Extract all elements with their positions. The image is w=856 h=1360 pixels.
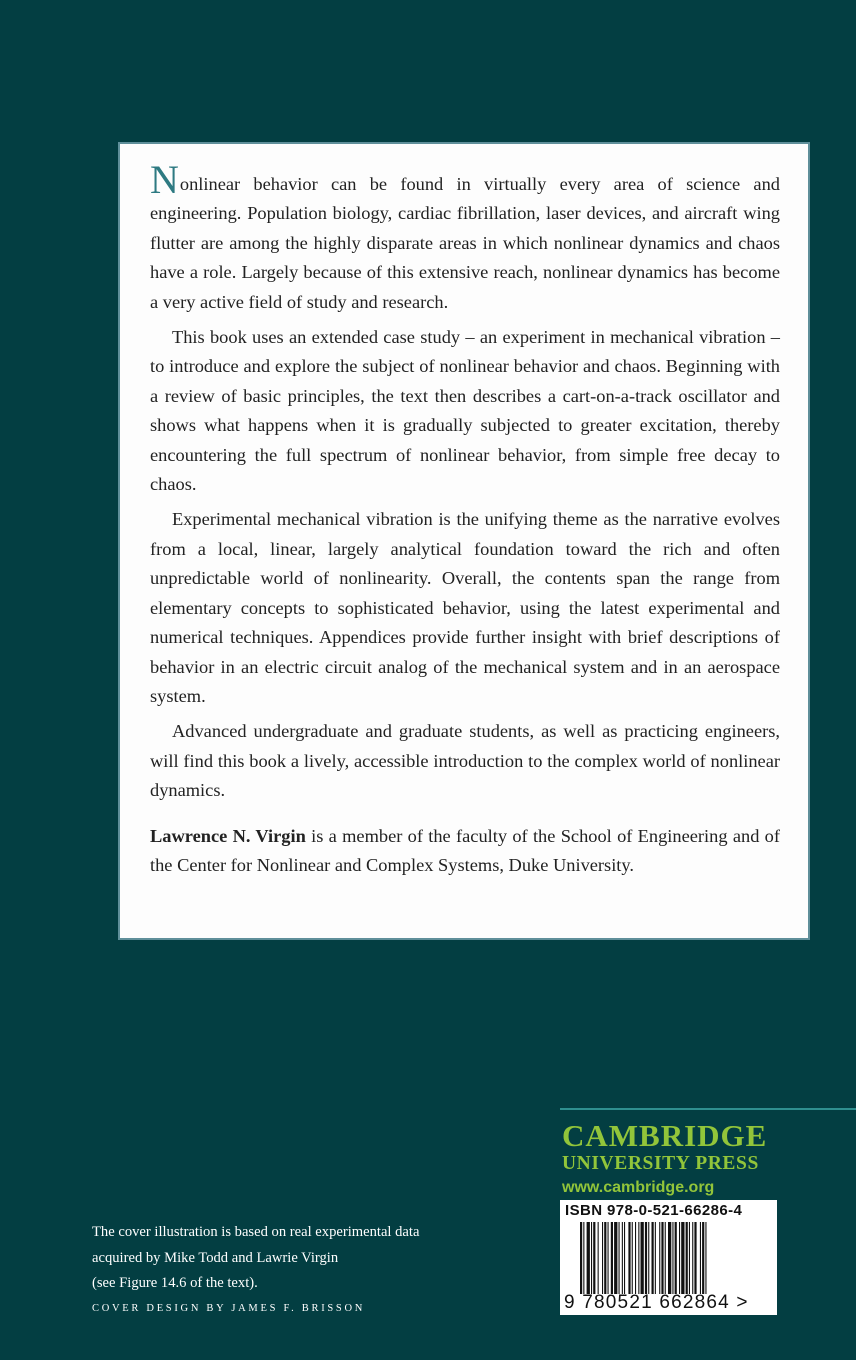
illustration-credit-line-3: (see Figure 14.6 of the text). xyxy=(92,1275,258,1291)
barcode-bar xyxy=(694,1222,696,1294)
blurb-paragraph-4: Advanced undergraduate and graduate students, as well as practicing engineers, will find this book a lively, accessible introduction to the complex world of nonlinear dynamics. xyxy=(150,721,780,801)
barcode-bar xyxy=(659,1222,660,1294)
barcode-bar xyxy=(583,1222,584,1294)
barcode-bar xyxy=(665,1222,666,1294)
barcode-bar xyxy=(622,1222,623,1294)
author-bio-text: is a member of the faculty of the School of Engineering and of the Center for Nonlinear and Complex Systems, Duke University. xyxy=(150,825,780,875)
cover-design-credit: COVER DESIGN BY JAMES F. BRISSON xyxy=(92,1303,366,1314)
barcode-bar xyxy=(668,1222,671,1294)
barcode-bar xyxy=(624,1222,625,1294)
isbn-text: ISBN 978-0-521-66286-4 xyxy=(565,1202,743,1219)
publisher-name: CAMBRIDGE xyxy=(562,1118,768,1153)
blurb-paragraph-1 xyxy=(150,157,780,317)
isbn-barcode xyxy=(560,1200,777,1315)
drop-cap: N xyxy=(150,157,179,202)
blurb-paragraph-3: Experimental mechanical vibration is the unifying theme as the narrative evolves from a local, linear, largely analytical foundation toward the rich and often unpredictable world of nonlinearity. Overall, the contents span the range from elementary concepts to sophisticated behavior, using the latest experimental and numerical techniques. Appendices provide further insight with brief descriptions of behavior in an electric circuit analog of the mechanical system and in an aerospace system. xyxy=(150,509,780,706)
barcode-bar xyxy=(652,1222,654,1294)
barcode-bar xyxy=(608,1222,609,1294)
barcode-bar xyxy=(602,1222,603,1294)
barcode-bar xyxy=(580,1222,582,1294)
barcode-bar xyxy=(611,1222,613,1294)
barcode-bar xyxy=(686,1222,688,1294)
barcode-bar xyxy=(675,1222,677,1294)
barcode-bar xyxy=(587,1222,590,1294)
blurb-paragraph-2: This book uses an extended case study – an experiment in mechanical vibration – to introduce and explore the subject of nonlinear behavior and chaos. Beginning with a review of basic principles, the text then describes a cart-on-a-track oscillator and shows what happens when it is gradually subjected to greater excitation, thereby encountering the full spectrum of nonlinear behavior, from simple free decay to chaos. xyxy=(150,327,780,495)
barcode-bar xyxy=(705,1222,706,1294)
blurb-paragraph-1-text: onlinear behavior can be found in virtually every area of science and engineering. Population biology, cardiac fibrillation, laser devices, and aircraft wing flutter are among the highly disparate areas in which nonlinear dynamics and chaos have a role. Largely because of this extensive reach, nonlinear dynamics has become a very active field of study and research. xyxy=(150,174,780,312)
blurb-panel xyxy=(118,142,810,940)
barcode-bar xyxy=(689,1222,690,1294)
barcode-bar xyxy=(648,1222,649,1294)
illustration-credit xyxy=(92,1220,472,1297)
author-bio xyxy=(150,822,780,881)
barcode-bar xyxy=(655,1222,656,1294)
barcode-bar xyxy=(628,1222,630,1294)
publisher-website[interactable]: www.cambridge.org xyxy=(562,1179,715,1196)
barcode-bar xyxy=(614,1222,617,1294)
barcode-bars xyxy=(580,1222,770,1294)
barcode-bar xyxy=(604,1222,606,1294)
barcode-bar xyxy=(661,1222,663,1294)
barcode-bar xyxy=(672,1222,673,1294)
barcode-bar xyxy=(598,1222,599,1294)
barcode-bar xyxy=(641,1222,644,1294)
barcode-bar xyxy=(692,1222,693,1294)
barcode-bar xyxy=(638,1222,639,1294)
barcode-bar xyxy=(645,1222,647,1294)
barcode-bar xyxy=(700,1222,701,1294)
barcode-bar xyxy=(635,1222,636,1294)
author-name: Lawrence N. Virgin xyxy=(150,825,306,846)
barcode-bar xyxy=(679,1222,680,1294)
publisher-logo xyxy=(560,1108,856,1197)
illustration-credit-line-1: The cover illustration is based on real experimental data xyxy=(92,1224,420,1240)
illustration-credit-line-2: acquired by Mike Todd and Lawrie Virgin xyxy=(92,1249,339,1266)
barcode-digits: 9 780521 662864 > xyxy=(564,1292,749,1313)
barcode-bar xyxy=(681,1222,684,1294)
publisher-press: UNIVERSITY PRESS xyxy=(562,1153,759,1174)
barcode-bar xyxy=(591,1222,592,1294)
barcode-bar xyxy=(593,1222,595,1294)
barcode-bar xyxy=(632,1222,633,1294)
barcode-bar xyxy=(702,1222,704,1294)
barcode-bar xyxy=(619,1222,620,1294)
